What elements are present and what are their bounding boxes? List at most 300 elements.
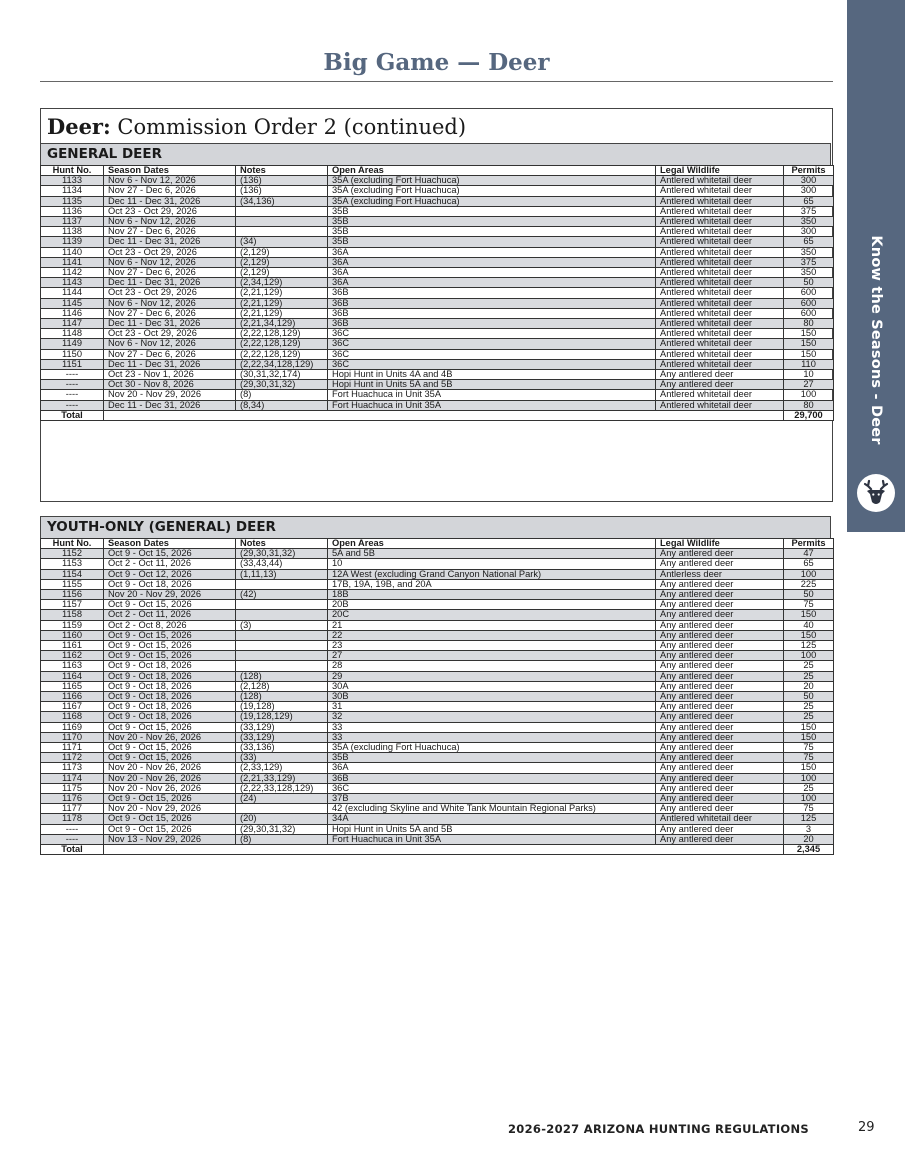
cell-open-areas: 36B — [328, 319, 656, 329]
cell-notes — [236, 206, 328, 216]
cell-season-dates: Nov 20 - Nov 29, 2026 — [104, 590, 236, 600]
title-divider — [40, 81, 833, 82]
cell-notes: (30,31,32,174) — [236, 370, 328, 380]
cell-open-areas: Hopi Hunt in Units 5A and 5B — [328, 824, 656, 834]
cell-permits: 47 — [784, 549, 834, 559]
cell-permits: 300 — [784, 176, 834, 186]
cell-legal-wildlife: Any antlered deer — [656, 783, 784, 793]
cell-open-areas: 5A and 5B — [328, 549, 656, 559]
cell-notes: (2,128) — [236, 681, 328, 691]
cell-permits: 125 — [784, 814, 834, 824]
cell-permits: 125 — [784, 641, 834, 651]
cell-notes — [236, 579, 328, 589]
cell-hunt-no: 1171 — [41, 743, 104, 753]
cell-hunt-no: ---- — [41, 824, 104, 834]
cell-hunt-no: 1135 — [41, 196, 104, 206]
cell-legal-wildlife: Any antlered deer — [656, 661, 784, 671]
cell-legal-wildlife: Any antlered deer — [656, 549, 784, 559]
table-row — [41, 390, 834, 400]
cell-season-dates: Oct 23 - Oct 29, 2026 — [104, 206, 236, 216]
cell-notes — [236, 217, 328, 227]
table-header-row — [41, 166, 834, 176]
table-row — [41, 753, 834, 763]
table-row — [41, 590, 834, 600]
cell-notes: (19,128) — [236, 702, 328, 712]
cell-season-dates: Oct 9 - Oct 18, 2026 — [104, 681, 236, 691]
cell-legal-wildlife: Antlered whitetail deer — [656, 814, 784, 824]
cell-notes: (34) — [236, 237, 328, 247]
cell-open-areas: 21 — [328, 620, 656, 630]
cell-open-areas: 36B — [328, 298, 656, 308]
section-heading: GENERAL DEER — [40, 143, 831, 165]
cell-season-dates: Nov 27 - Dec 6, 2026 — [104, 349, 236, 359]
cell-open-areas: 27 — [328, 651, 656, 661]
cell-season-dates: Dec 11 - Dec 31, 2026 — [104, 237, 236, 247]
total-row — [41, 845, 834, 855]
cell-open-areas: Fort Huachuca in Unit 35A — [328, 834, 656, 844]
cell-notes: (29,30,31,32) — [236, 824, 328, 834]
cell-permits: 350 — [784, 217, 834, 227]
total-row — [41, 410, 834, 420]
cell-open-areas: 12A West (excluding Grand Canyon National Park) — [328, 569, 656, 579]
cell-season-dates: Nov 20 - Nov 26, 2026 — [104, 763, 236, 773]
table-header-row — [41, 539, 834, 549]
cell-open-areas: 17B, 19A, 19B, and 20A — [328, 579, 656, 589]
cell-permits: 20 — [784, 681, 834, 691]
cell-legal-wildlife: Antlered whitetail deer — [656, 186, 784, 196]
cell-season-dates: Oct 9 - Oct 18, 2026 — [104, 579, 236, 589]
cell-permits: 75 — [784, 804, 834, 814]
cell-notes: (136) — [236, 186, 328, 196]
table-row — [41, 227, 834, 237]
cell-season-dates: Oct 9 - Oct 15, 2026 — [104, 794, 236, 804]
col-open-areas: Open Areas — [328, 539, 656, 549]
cell-permits: 300 — [784, 227, 834, 237]
cell-notes: (33,129) — [236, 732, 328, 742]
cell-permits: 100 — [784, 773, 834, 783]
cell-open-areas: 35B — [328, 227, 656, 237]
cell-hunt-no: 1138 — [41, 227, 104, 237]
cell-permits: 150 — [784, 763, 834, 773]
cell-open-areas: 36A — [328, 257, 656, 267]
table-row — [41, 763, 834, 773]
cell-legal-wildlife: Any antlered deer — [656, 671, 784, 681]
table-row — [41, 722, 834, 732]
cell-season-dates: Nov 13 - Nov 29, 2026 — [104, 834, 236, 844]
footer-title: 2026-2027 ARIZONA HUNTING REGULATIONS — [508, 1122, 809, 1136]
cell-season-dates: Nov 27 - Dec 6, 2026 — [104, 186, 236, 196]
table-row — [41, 196, 834, 206]
cell-open-areas: 36C — [328, 359, 656, 369]
deer-head-icon — [857, 474, 895, 512]
cell-open-areas: Hopi Hunt in Units 4A and 4B — [328, 370, 656, 380]
cell-hunt-no: 1160 — [41, 630, 104, 640]
cell-open-areas: 31 — [328, 702, 656, 712]
table-row — [41, 692, 834, 702]
cell-permits: 10 — [784, 370, 834, 380]
cell-open-areas: 36B — [328, 288, 656, 298]
cell-legal-wildlife: Any antlered deer — [656, 370, 784, 380]
cell-hunt-no: 1175 — [41, 783, 104, 793]
col-legal-wildlife: Legal Wildlife — [656, 166, 784, 176]
cell-hunt-no: 1140 — [41, 247, 104, 257]
cell-legal-wildlife: Any antlered deer — [656, 773, 784, 783]
cell-legal-wildlife: Antlered whitetail deer — [656, 400, 784, 410]
cell-notes: (2,33,129) — [236, 763, 328, 773]
cell-legal-wildlife: Any antlered deer — [656, 579, 784, 589]
cell-notes: (33,129) — [236, 722, 328, 732]
cell-legal-wildlife: Any antlered deer — [656, 681, 784, 691]
cell-permits: 150 — [784, 722, 834, 732]
total-label: Total — [41, 845, 104, 855]
cell-hunt-no: 1149 — [41, 339, 104, 349]
cell-season-dates: Oct 2 - Oct 8, 2026 — [104, 620, 236, 630]
table-row — [41, 814, 834, 824]
cell-season-dates: Dec 11 - Dec 31, 2026 — [104, 278, 236, 288]
cell-open-areas: 36B — [328, 308, 656, 318]
cell-notes: (2,21,129) — [236, 308, 328, 318]
cell-hunt-no: 1151 — [41, 359, 104, 369]
cell-notes — [236, 630, 328, 640]
table-row — [41, 773, 834, 783]
table-row — [41, 298, 834, 308]
cell-permits: 600 — [784, 288, 834, 298]
cell-legal-wildlife: Any antlered deer — [656, 712, 784, 722]
cell-hunt-no: 1136 — [41, 206, 104, 216]
cell-hunt-no: 1137 — [41, 217, 104, 227]
cell-season-dates: Nov 6 - Nov 12, 2026 — [104, 217, 236, 227]
cell-permits: 75 — [784, 743, 834, 753]
total-spacer — [104, 845, 784, 855]
table-row — [41, 620, 834, 630]
cell-hunt-no: 1156 — [41, 590, 104, 600]
cell-hunt-no: 1148 — [41, 329, 104, 339]
cell-legal-wildlife: Antlered whitetail deer — [656, 359, 784, 369]
cell-notes: (8) — [236, 390, 328, 400]
cell-season-dates: Dec 11 - Dec 31, 2026 — [104, 400, 236, 410]
cell-open-areas: 36C — [328, 349, 656, 359]
cell-legal-wildlife: Any antlered deer — [656, 743, 784, 753]
cell-permits: 150 — [784, 630, 834, 640]
table-row — [41, 257, 834, 267]
cell-season-dates: Dec 11 - Dec 31, 2026 — [104, 196, 236, 206]
cell-season-dates: Nov 6 - Nov 12, 2026 — [104, 298, 236, 308]
page-number: 29 — [858, 1120, 875, 1135]
cell-hunt-no: 1154 — [41, 569, 104, 579]
cell-open-areas: 10 — [328, 559, 656, 569]
table-row — [41, 217, 834, 227]
cell-permits: 100 — [784, 651, 834, 661]
cell-season-dates: Oct 9 - Oct 15, 2026 — [104, 549, 236, 559]
cell-notes: (2,34,129) — [236, 278, 328, 288]
table-row — [41, 329, 834, 339]
cell-season-dates: Oct 9 - Oct 15, 2026 — [104, 722, 236, 732]
cell-permits: 80 — [784, 319, 834, 329]
cell-open-areas: 36C — [328, 783, 656, 793]
table-row — [41, 268, 834, 278]
total-spacer — [104, 410, 784, 420]
cell-open-areas: 36A — [328, 247, 656, 257]
cell-open-areas: Hopi Hunt in Units 5A and 5B — [328, 380, 656, 390]
cell-notes — [236, 651, 328, 661]
cell-legal-wildlife: Any antlered deer — [656, 559, 784, 569]
youth-deer-section — [40, 516, 831, 855]
cell-hunt-no: 1150 — [41, 349, 104, 359]
table-row — [41, 641, 834, 651]
cell-notes: (3) — [236, 620, 328, 630]
cell-hunt-no: 1145 — [41, 298, 104, 308]
cell-permits: 300 — [784, 186, 834, 196]
cell-hunt-no: 1164 — [41, 671, 104, 681]
cell-hunt-no: 1157 — [41, 600, 104, 610]
cell-legal-wildlife: Antlerless deer — [656, 569, 784, 579]
cell-permits: 27 — [784, 380, 834, 390]
cell-hunt-no: 1162 — [41, 651, 104, 661]
cell-open-areas: 30A — [328, 681, 656, 691]
cell-legal-wildlife: Any antlered deer — [656, 630, 784, 640]
cell-open-areas: 20C — [328, 610, 656, 620]
cell-season-dates: Nov 20 - Nov 26, 2026 — [104, 732, 236, 742]
cell-legal-wildlife: Antlered whitetail deer — [656, 176, 784, 186]
cell-permits: 600 — [784, 298, 834, 308]
section-heading: YOUTH-ONLY (GENERAL) DEER — [40, 516, 831, 538]
cell-notes — [236, 610, 328, 620]
cell-legal-wildlife: Any antlered deer — [656, 722, 784, 732]
cell-permits: 100 — [784, 569, 834, 579]
table-row — [41, 804, 834, 814]
table-row — [41, 308, 834, 318]
cell-legal-wildlife: Any antlered deer — [656, 620, 784, 630]
general-deer-section — [40, 143, 831, 421]
table-row — [41, 661, 834, 671]
cell-permits: 40 — [784, 620, 834, 630]
cell-notes: (29,30,31,32) — [236, 549, 328, 559]
cell-season-dates: Nov 20 - Nov 29, 2026 — [104, 390, 236, 400]
table-row — [41, 743, 834, 753]
cell-open-areas: 35B — [328, 237, 656, 247]
table-row — [41, 247, 834, 257]
cell-permits: 110 — [784, 359, 834, 369]
cell-notes — [236, 661, 328, 671]
cell-legal-wildlife: Antlered whitetail deer — [656, 319, 784, 329]
col-season-dates: Season Dates — [104, 539, 236, 549]
cell-legal-wildlife: Any antlered deer — [656, 753, 784, 763]
cell-legal-wildlife: Antlered whitetail deer — [656, 278, 784, 288]
cell-legal-wildlife: Antlered whitetail deer — [656, 390, 784, 400]
table-row — [41, 380, 834, 390]
cell-hunt-no: 1146 — [41, 308, 104, 318]
cell-season-dates: Nov 27 - Dec 6, 2026 — [104, 227, 236, 237]
cell-notes: (20) — [236, 814, 328, 824]
table-row — [41, 712, 834, 722]
cell-permits: 350 — [784, 268, 834, 278]
cell-open-areas: 36A — [328, 268, 656, 278]
cell-hunt-no: 1142 — [41, 268, 104, 278]
table-row — [41, 349, 834, 359]
cell-permits: 150 — [784, 329, 834, 339]
cell-open-areas: 23 — [328, 641, 656, 651]
cell-hunt-no: 1147 — [41, 319, 104, 329]
cell-notes: (2,129) — [236, 268, 328, 278]
cell-notes: (8) — [236, 834, 328, 844]
cell-legal-wildlife: Antlered whitetail deer — [656, 206, 784, 216]
cell-open-areas: 36A — [328, 278, 656, 288]
cell-open-areas: 35B — [328, 217, 656, 227]
cell-season-dates: Oct 9 - Oct 15, 2026 — [104, 743, 236, 753]
cell-legal-wildlife: Any antlered deer — [656, 651, 784, 661]
table-row — [41, 359, 834, 369]
cell-season-dates: Oct 23 - Nov 1, 2026 — [104, 370, 236, 380]
cell-legal-wildlife: Any antlered deer — [656, 834, 784, 844]
cell-permits: 100 — [784, 794, 834, 804]
cell-season-dates: Nov 20 - Nov 26, 2026 — [104, 783, 236, 793]
cell-permits: 80 — [784, 400, 834, 410]
cell-notes — [236, 641, 328, 651]
cell-legal-wildlife: Antlered whitetail deer — [656, 217, 784, 227]
table-row — [41, 559, 834, 569]
col-open-areas: Open Areas — [328, 166, 656, 176]
cell-notes: (2,21,34,129) — [236, 319, 328, 329]
cell-hunt-no: 1155 — [41, 579, 104, 589]
table-row — [41, 339, 834, 349]
cell-notes: (2,22,34,128,129) — [236, 359, 328, 369]
cell-hunt-no: ---- — [41, 380, 104, 390]
cell-season-dates: Oct 9 - Oct 15, 2026 — [104, 630, 236, 640]
cell-notes: (2,21,33,129) — [236, 773, 328, 783]
cell-notes: (8,34) — [236, 400, 328, 410]
cell-season-dates: Oct 9 - Oct 15, 2026 — [104, 824, 236, 834]
cell-hunt-no: 1139 — [41, 237, 104, 247]
total-permits: 29,700 — [784, 410, 834, 420]
cell-season-dates: Oct 23 - Oct 29, 2026 — [104, 288, 236, 298]
cell-open-areas: 33 — [328, 732, 656, 742]
cell-open-areas: 35A (excluding Fort Huachuca) — [328, 176, 656, 186]
cell-open-areas: 33 — [328, 722, 656, 732]
cell-open-areas: 42 (excluding Skyline and White Tank Mountain Regional Parks) — [328, 804, 656, 814]
cell-hunt-no: 1177 — [41, 804, 104, 814]
table-row — [41, 186, 834, 196]
cell-open-areas: 35A (excluding Fort Huachuca) — [328, 743, 656, 753]
cell-open-areas: 28 — [328, 661, 656, 671]
cell-hunt-no: ---- — [41, 370, 104, 380]
cell-legal-wildlife: Any antlered deer — [656, 763, 784, 773]
cell-legal-wildlife: Antlered whitetail deer — [656, 227, 784, 237]
cell-legal-wildlife: Antlered whitetail deer — [656, 349, 784, 359]
cell-season-dates: Nov 20 - Nov 29, 2026 — [104, 804, 236, 814]
table-row — [41, 834, 834, 844]
cell-legal-wildlife: Any antlered deer — [656, 641, 784, 651]
cell-permits: 225 — [784, 579, 834, 589]
cell-hunt-no: 1178 — [41, 814, 104, 824]
cell-season-dates: Nov 27 - Dec 6, 2026 — [104, 308, 236, 318]
cell-open-areas: 22 — [328, 630, 656, 640]
table-row — [41, 783, 834, 793]
cell-permits: 150 — [784, 339, 834, 349]
cell-legal-wildlife: Antlered whitetail deer — [656, 298, 784, 308]
cell-hunt-no: 1152 — [41, 549, 104, 559]
cell-season-dates: Oct 2 - Oct 11, 2026 — [104, 559, 236, 569]
cell-notes: (34,136) — [236, 196, 328, 206]
cell-open-areas: 29 — [328, 671, 656, 681]
cell-permits: 25 — [784, 702, 834, 712]
cell-permits: 75 — [784, 600, 834, 610]
cell-season-dates: Oct 9 - Oct 12, 2026 — [104, 569, 236, 579]
cell-hunt-no: ---- — [41, 390, 104, 400]
cell-notes — [236, 600, 328, 610]
cell-notes: (33) — [236, 753, 328, 763]
cell-open-areas: 35B — [328, 206, 656, 216]
cell-season-dates: Oct 9 - Oct 15, 2026 — [104, 814, 236, 824]
cell-legal-wildlife: Any antlered deer — [656, 794, 784, 804]
cell-hunt-no: 1170 — [41, 732, 104, 742]
cell-notes: (19,128,129) — [236, 712, 328, 722]
cell-season-dates: Oct 9 - Oct 15, 2026 — [104, 600, 236, 610]
col-notes: Notes — [236, 539, 328, 549]
cell-season-dates: Oct 23 - Oct 29, 2026 — [104, 247, 236, 257]
cell-legal-wildlife: Any antlered deer — [656, 590, 784, 600]
cell-permits: 350 — [784, 247, 834, 257]
cell-legal-wildlife: Any antlered deer — [656, 380, 784, 390]
cell-permits: 150 — [784, 732, 834, 742]
cell-legal-wildlife: Antlered whitetail deer — [656, 308, 784, 318]
cell-permits: 3 — [784, 824, 834, 834]
cell-notes: (24) — [236, 794, 328, 804]
cell-open-areas: 36B — [328, 773, 656, 783]
table-row — [41, 278, 834, 288]
cell-season-dates: Oct 2 - Oct 11, 2026 — [104, 610, 236, 620]
table-row — [41, 400, 834, 410]
cell-permits: 600 — [784, 308, 834, 318]
cell-open-areas: 35A (excluding Fort Huachuca) — [328, 196, 656, 206]
cell-open-areas: Fort Huachuca in Unit 35A — [328, 390, 656, 400]
cell-notes: (2,129) — [236, 257, 328, 267]
cell-open-areas: 32 — [328, 712, 656, 722]
table-row — [41, 794, 834, 804]
cell-hunt-no: ---- — [41, 834, 104, 844]
cell-season-dates: Nov 6 - Nov 12, 2026 — [104, 257, 236, 267]
cell-notes: (2,21,129) — [236, 298, 328, 308]
youth-deer-table — [40, 538, 834, 855]
cell-notes: (2,21,129) — [236, 288, 328, 298]
cell-notes: (2,22,128,129) — [236, 349, 328, 359]
cell-season-dates: Oct 30 - Nov 8, 2026 — [104, 380, 236, 390]
cell-open-areas: 37B — [328, 794, 656, 804]
cell-permits: 65 — [784, 237, 834, 247]
cell-hunt-no: 1141 — [41, 257, 104, 267]
table-row — [41, 610, 834, 620]
cell-permits: 65 — [784, 559, 834, 569]
cell-hunt-no: 1176 — [41, 794, 104, 804]
table-row — [41, 319, 834, 329]
page-title: Big Game — Deer — [323, 49, 550, 76]
cell-hunt-no: 1134 — [41, 186, 104, 196]
cell-notes: (2,22,33,128,129) — [236, 783, 328, 793]
cell-notes — [236, 227, 328, 237]
cell-season-dates: Oct 9 - Oct 18, 2026 — [104, 702, 236, 712]
col-permits: Permits — [784, 539, 834, 549]
cell-season-dates: Oct 9 - Oct 15, 2026 — [104, 641, 236, 651]
cell-hunt-no: 1159 — [41, 620, 104, 630]
cell-permits: 65 — [784, 196, 834, 206]
cell-season-dates: Nov 20 - Nov 26, 2026 — [104, 773, 236, 783]
cell-notes — [236, 804, 328, 814]
cell-season-dates: Oct 9 - Oct 18, 2026 — [104, 671, 236, 681]
cell-notes: (33,43,44) — [236, 559, 328, 569]
table-row — [41, 370, 834, 380]
cell-season-dates: Dec 11 - Dec 31, 2026 — [104, 319, 236, 329]
cell-notes: (2,22,128,129) — [236, 339, 328, 349]
table-row — [41, 579, 834, 589]
